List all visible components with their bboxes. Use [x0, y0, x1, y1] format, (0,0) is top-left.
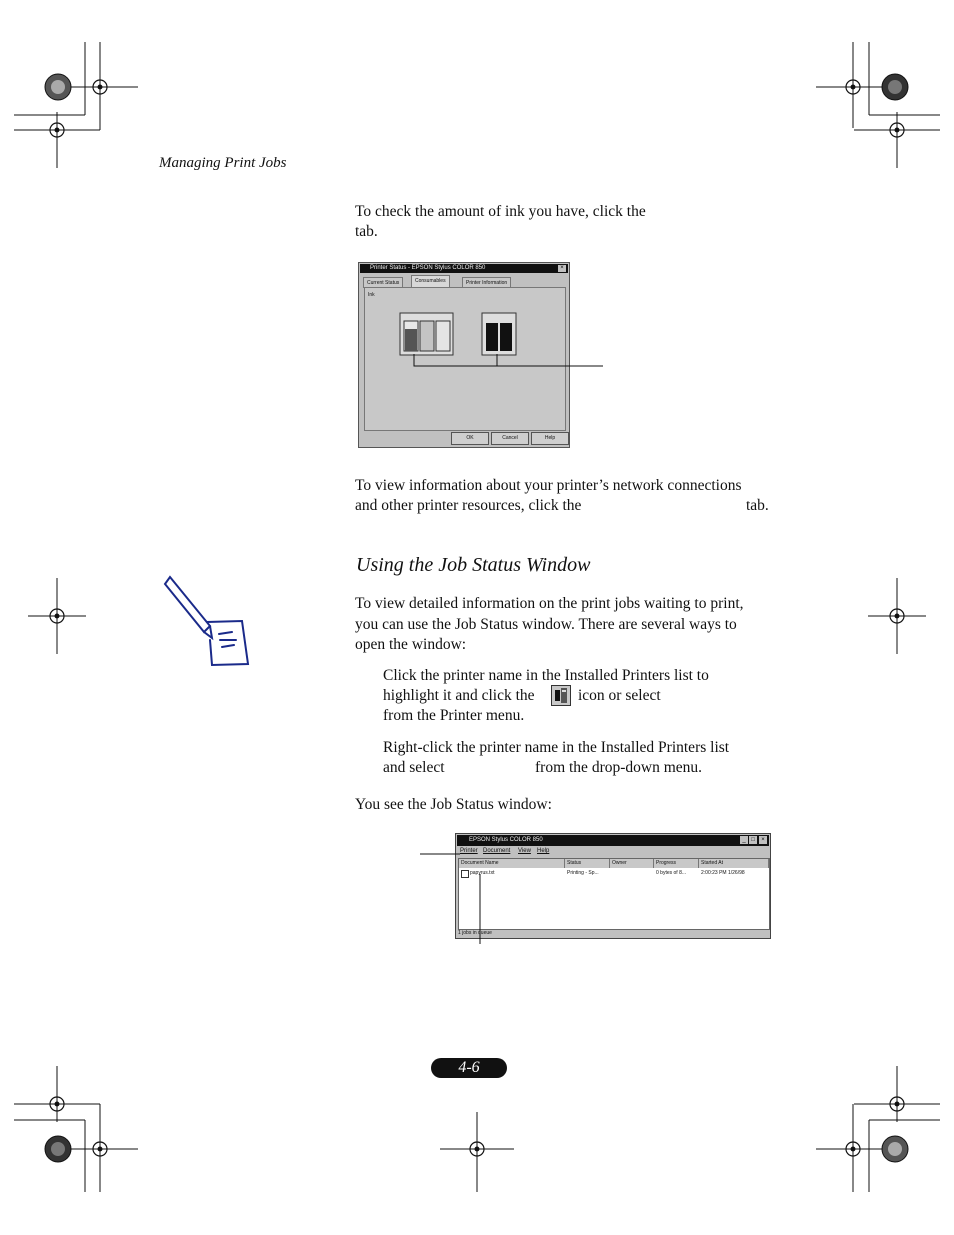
- bullet1-line1: Click the printer name in the Installed Printers list to: [383, 667, 709, 684]
- ink-paragraph-line2: tab.: [355, 223, 378, 240]
- menu-document[interactable]: Document: [483, 848, 511, 854]
- ink-label: Ink: [368, 292, 375, 298]
- bullet2-line2a: and select: [383, 759, 445, 776]
- column-document-name[interactable]: Document Name: [459, 859, 565, 868]
- network-paragraph-line2b: tab.: [746, 497, 769, 514]
- menu-help[interactable]: Help: [537, 848, 550, 854]
- black-ink-level-left: [486, 323, 498, 351]
- printer-status-title: Printer Status - EPSON Stylus COLOR 850: [370, 265, 486, 271]
- job-status-callout-lines: [418, 848, 488, 946]
- intro-line1: To view detailed information on the print jobs waiting to print,: [355, 595, 744, 612]
- bullet1-line2b: icon or select: [578, 687, 661, 704]
- cell-status: Printing - Sp...: [567, 870, 599, 876]
- column-progress[interactable]: Progress: [654, 859, 699, 868]
- status-bar: 1 jobs in queue: [458, 930, 492, 936]
- help-button[interactable]: Help: [531, 432, 569, 445]
- job-list: [458, 858, 770, 930]
- ok-button[interactable]: OK: [451, 432, 489, 445]
- cancel-button[interactable]: Cancel: [491, 432, 529, 445]
- cell-document-name: papyrus.txt: [470, 870, 495, 876]
- intro-line3: open the window:: [355, 636, 467, 653]
- column-status[interactable]: Status: [565, 859, 610, 868]
- job-status-toolbar-icon: [551, 685, 571, 706]
- tab-consumables[interactable]: Consumables: [411, 275, 450, 288]
- job-status-window: [455, 833, 771, 939]
- column-started-at[interactable]: Started At: [699, 859, 769, 868]
- close-icon[interactable]: ×: [759, 836, 767, 844]
- bullet2-line2b: from the drop-down menu.: [535, 759, 703, 776]
- ink-paragraph-line1: To check the amount of ink you have, click the: [355, 203, 646, 220]
- note-pencil-icon: [160, 574, 255, 669]
- section-heading: Using the Job Status Window: [356, 554, 591, 576]
- cyan-ink-level: [420, 321, 434, 351]
- column-owner[interactable]: Owner: [610, 859, 654, 868]
- menu-view[interactable]: View: [518, 848, 531, 854]
- magenta-ink-level: [405, 329, 417, 351]
- running-head: Managing Print Jobs: [159, 155, 287, 171]
- close-icon[interactable]: ×: [558, 265, 566, 272]
- page-number: 4-6: [431, 1058, 507, 1078]
- bullet2-line1: Right-click the printer name in the Installed Printers list: [383, 739, 730, 756]
- tab-printer-information[interactable]: Printer Information: [462, 277, 511, 288]
- minimize-icon[interactable]: _: [740, 836, 748, 844]
- maximize-icon[interactable]: □: [749, 836, 757, 844]
- job-status-title: EPSON Stylus COLOR 850: [469, 837, 543, 843]
- network-paragraph-line2a: and other printer resources, click the: [355, 497, 582, 514]
- ink-callout-line: [400, 350, 610, 380]
- cell-started-at: 2:00:23 PM 1/26/98: [701, 870, 745, 876]
- tab-current-status[interactable]: Current Status: [363, 277, 403, 288]
- job-status-title-bar: [457, 835, 769, 846]
- menu-printer[interactable]: Printer: [460, 848, 478, 854]
- yellow-ink-level: [436, 321, 450, 351]
- result-line: You see the Job Status window:: [355, 796, 552, 813]
- printer-job-icon: [552, 686, 570, 705]
- bullet1-line2a: highlight it and click the: [383, 687, 535, 704]
- bullet1-line3: from the Printer menu.: [383, 707, 525, 724]
- network-paragraph-line1: To view information about your printer’s network connections: [355, 477, 742, 494]
- intro-line2: you can use the Job Status window. There are several ways to: [355, 616, 737, 633]
- cell-progress: 0 bytes of 8...: [656, 870, 687, 876]
- black-ink-level-right: [500, 323, 512, 351]
